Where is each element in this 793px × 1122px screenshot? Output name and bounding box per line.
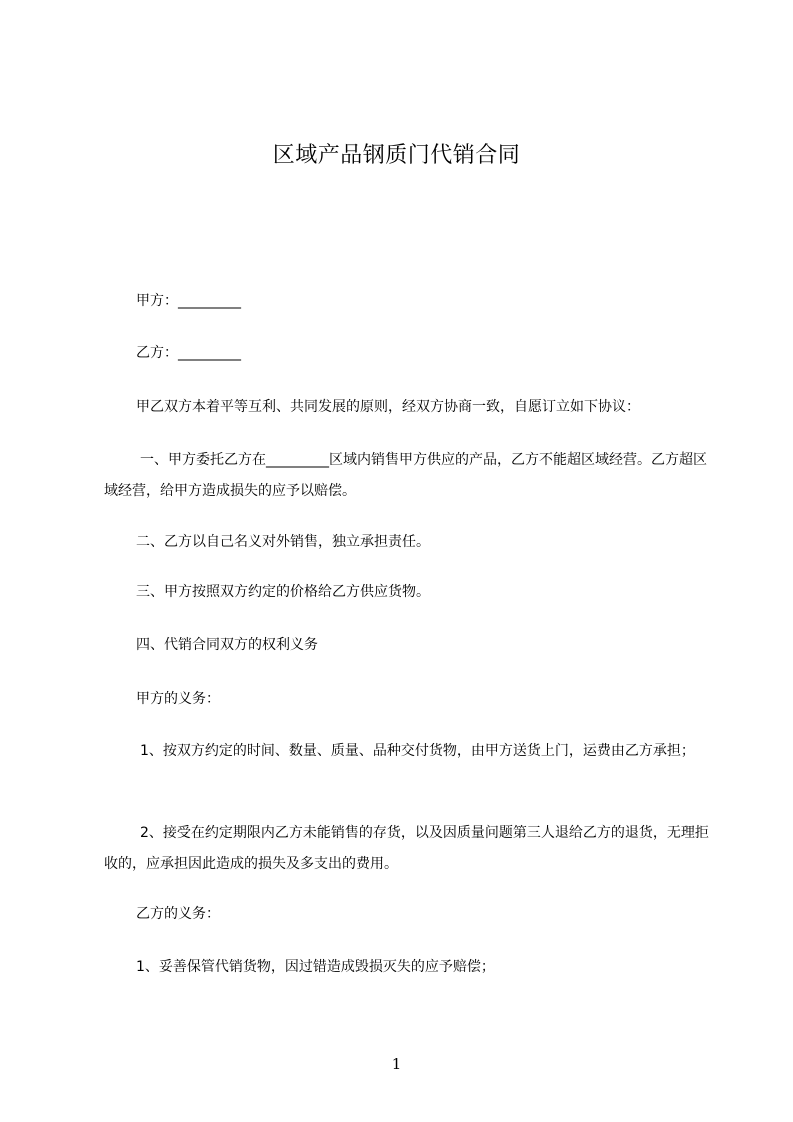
party-a-duty-1: 1、按双方约定的时间、数量、质量、品种交付货物，由甲方送货上门，运费由乙方承担； <box>140 743 695 759</box>
party-b-duties-heading: 乙方的义务： <box>136 906 220 922</box>
page-number: 1 <box>391 1055 402 1073</box>
clause-3-paragraph: 三、甲方按照双方约定的价格给乙方供应货物。 <box>136 584 430 600</box>
party-b-line: 乙方：_________ <box>136 345 241 361</box>
party-a-duties-heading: 甲方的义务： <box>136 691 220 707</box>
party-b-duty-1: 1、妥善保管代销货物，因过错造成毁损灭失的应予赔偿； <box>136 959 495 975</box>
party-a-duty-2: 2、接受在约定期限内乙方未能销售的存货，以及因质量问题第三人退给乙方的退货，无理拒收的，应承担因此造成的损失及多支出的费用。 <box>104 825 709 872</box>
party-a-line: 甲方：_________ <box>136 293 241 309</box>
clause-4-heading: 四、代销合同双方的权利义务 <box>136 637 318 653</box>
preamble-paragraph: 甲乙双方本着平等互利、共同发展的原则，经双方协商一致，自愿订立如下协议： <box>136 399 640 415</box>
clause-1-paragraph: 一、甲方委托乙方在_________区域内销售甲方供应的产品，乙方不能超区域经营。乙方超区域经营，给甲方造成损失的应予以赔偿。 <box>104 452 707 499</box>
clause-2-paragraph: 二、乙方以自己名义对外销售，独立承担责任。 <box>136 534 430 550</box>
document-title: 区域产品钢质门代销合同 <box>272 143 521 168</box>
